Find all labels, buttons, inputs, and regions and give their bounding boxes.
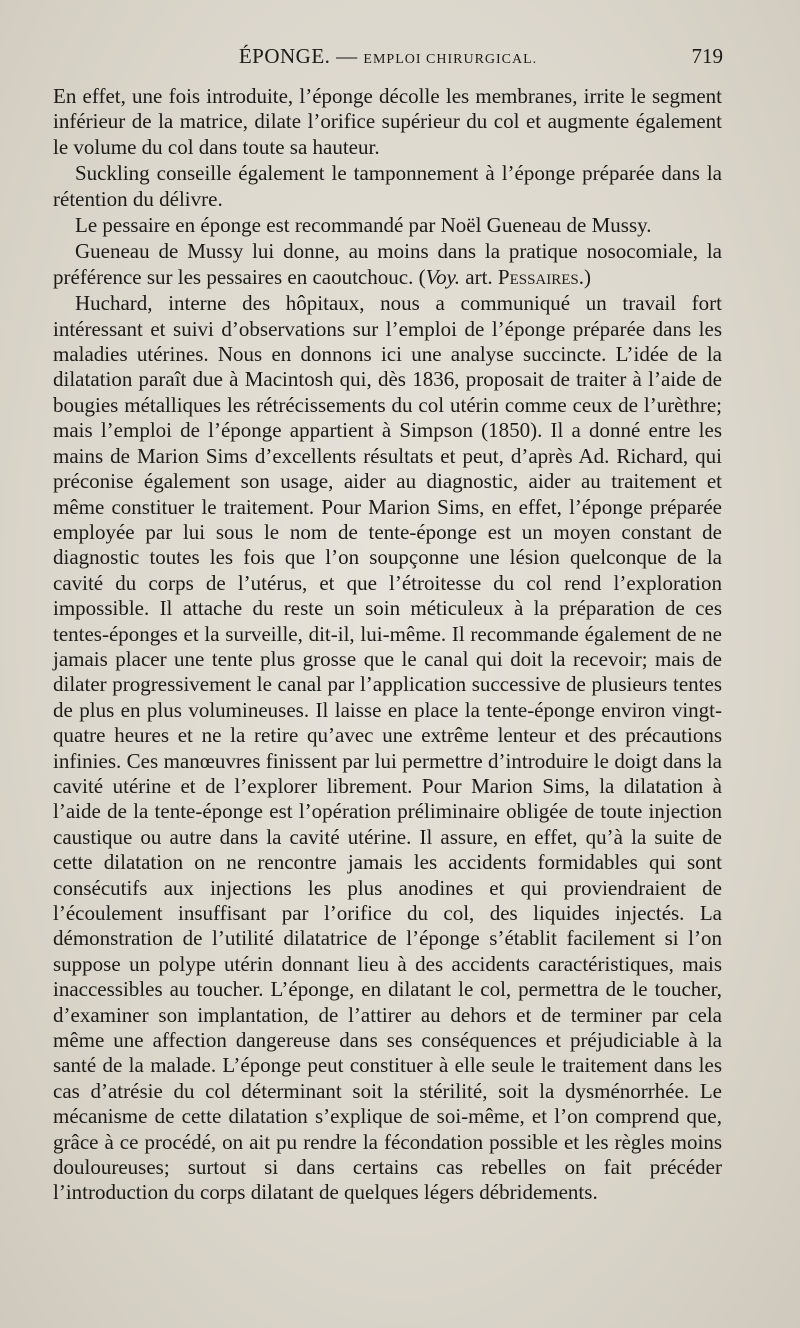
paragraph-4-end: .) bbox=[578, 264, 592, 289]
running-header bbox=[53, 44, 723, 74]
page-number: 719 bbox=[691, 44, 723, 68]
running-title-main: ÉPONGE. — bbox=[238, 44, 364, 68]
body-text bbox=[53, 84, 722, 1206]
paragraph-1: En effet, une fois introduite, l’éponge décolle les membranes, irrite le segment inférieur de la matrice, dilate l’orifice supérieur du col et augmente également le volume du col dans toute sa hauteur. bbox=[53, 84, 722, 159]
paragraph-4 bbox=[53, 239, 722, 290]
cross-reference-art: art. bbox=[460, 264, 498, 289]
running-title bbox=[53, 44, 723, 69]
paragraph-3: Le pessaire en éponge est recommandé par Noël Gueneau de Mussy. bbox=[75, 213, 652, 238]
cross-reference-voy: Voy. bbox=[425, 264, 460, 289]
running-title-sub: EMPLOI CHIRURGICAL. bbox=[363, 52, 538, 67]
paragraph-4-text: Gueneau de Mussy lui donne, au moins dans la pratique nosocomiale, la préférence sur les pessaires en caoutchouc. ( bbox=[53, 239, 722, 289]
cross-reference-pessaires: Pessaires bbox=[497, 264, 579, 289]
paragraph-5: Huchard, interne des hôpitaux, nous a communiqué un travail fort intéressant et suivi d’observations sur l’emploi de l’éponge préparée dans les maladies utérines. Nous en donnons ici une analyse succincte. L’idée de la dilatation paraît due à Macintosh qui, dès 1836, proposait de traiter à l’aide de bougies métalliques les rétrécissements du col utérin comme ceux de l’urèthre; mais l’emploi de l’éponge appartient à Simpson (1850). Il a donné entre les mains de Marion Sims d’excellents résultats et peut, d’après Ad. Richard, qui préconise également son usage, aider au diagnostic, aider au traitement et même constituer le traitement. Pour Marion Sims, en effet, l’éponge préparée employée par lui sous le nom de tente-éponge est un moyen constant de diagnostic toutes les fois que l’on soupçonne une lésion quelconque de la cavité du corps de l’utérus, et que l’étroitesse du col rend l’exploration impossible. Il attache du reste un soin méticuleux à la préparation de ces tentes-éponges et la surveille, dit-il, lui-même. Il recommande également de ne jamais placer une tente plus grosse que le canal qui doit la recevoir; mais de dilater progressivement le canal par l’application successive de plusieurs tentes de plus en plus volumineuses. Il laisse en place la tente-éponge environ vingt-quatre heures et ne la retire qu’avec une extrême lenteur et des précautions infinies. Ces manœuvres finissent par lui permettre d’introduire le doigt dans la cavité utérine et de l’explorer librement. Pour Marion Sims, la dilatation à l’aide de la tente-éponge est l’opération préliminaire obligée de toute injection caustique ou autre dans la cavité utérine. Il assure, en effet, qu’à la suite de cette dilatation on ne rencontre jamais les accidents formidables qui sont consécutifs aux injections les plus anodines et qui proviendraient de l’écoulement insuffisant par l’orifice du col, des liquides injectés. La démonstration de l’utilité dilatatrice de l’éponge s’établit facilement si l’on suppose un polype utérin donnant lieu à des accidents caractéristiques, mais inaccessibles au toucher. L’éponge, en dilatant le col, permettra de le toucher, d’examiner son implantation, de l’attirer au dehors et de terminer par cela même une affection dangereuse dans ses conséquences et préjudiciable à la santé de la malade. L’éponge peut constituer à elle seule le traitement dans les cas d’atrésie du col déterminant soit la stérilité, soit la dysménorrhée. Le mécanisme de cette dilatation s’explique de soi-même, et l’on comprend que, grâce à ce procédé, on ait pu rendre la fécondation possible et les règles moins douloureuses; surtout si dans certains cas rebelles on fait précéder l’introduction du corps dilatant de quelques légers débridements. bbox=[53, 291, 722, 1205]
paragraph-2: Suckling conseille également le tamponnement à l’éponge préparée dans la rétention du délivre. bbox=[53, 161, 722, 211]
